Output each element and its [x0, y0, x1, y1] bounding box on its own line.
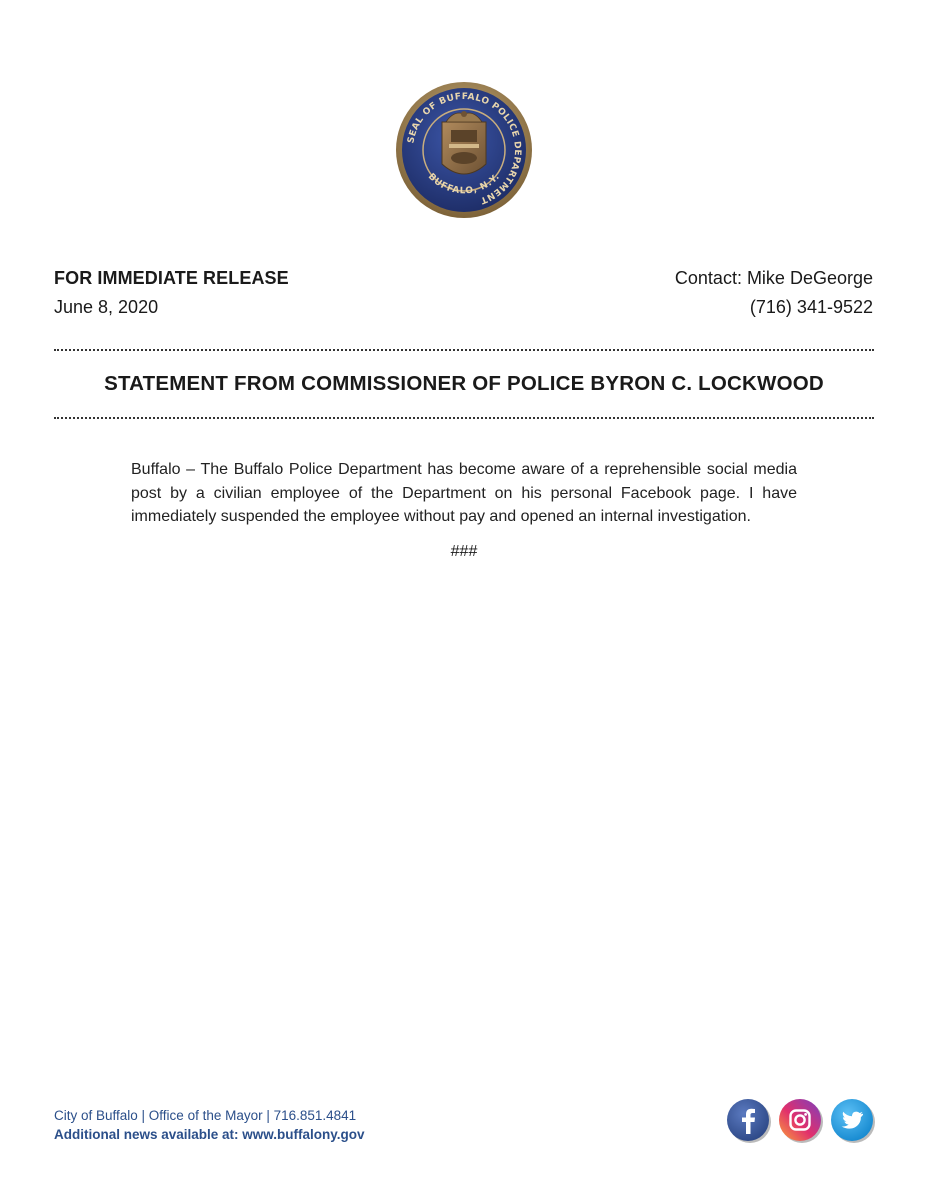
police-seal-logo — [394, 80, 534, 220]
instagram-icon[interactable] — [778, 1098, 824, 1144]
release-label: FOR IMMEDIATE RELEASE — [54, 268, 289, 288]
footer — [54, 1106, 365, 1144]
headline: STATEMENT FROM COMMISSIONER OF POLICE BYRON C. LOCKWOOD — [104, 372, 824, 395]
footer-website-line[interactable]: Additional news available at: www.buffalony.gov — [54, 1127, 365, 1142]
statement-body: Buffalo – The Buffalo Police Department has become aware of a reprehensible social media post by a civilian employee of the Department on his personal Facebook page. I have immediately suspended the employee without pay and opened an internal investigation. — [131, 461, 797, 525]
divider-top — [54, 349, 874, 351]
twitter-icon[interactable] — [830, 1098, 876, 1144]
contact-phone: (716) 341-9522 — [749, 297, 873, 317]
contact-name: Contact: Mike DeGeorge — [674, 268, 873, 288]
footer-contact-line: City of Buffalo | Office of the Mayor | 716.851.4841 — [54, 1108, 357, 1123]
release-date: June 8, 2020 — [54, 297, 159, 317]
svg-text:BUFFALO, N.Y.: BUFFALO, N.Y. — [425, 171, 503, 197]
end-mark: ### — [450, 543, 478, 560]
facebook-icon[interactable] — [726, 1098, 772, 1144]
divider-bottom — [54, 417, 874, 419]
svg-text:SEAL OF BUFFALO POLICE DEPARTM: SEAL OF BUFFALO POLICE DEPARTMENT — [406, 91, 523, 206]
